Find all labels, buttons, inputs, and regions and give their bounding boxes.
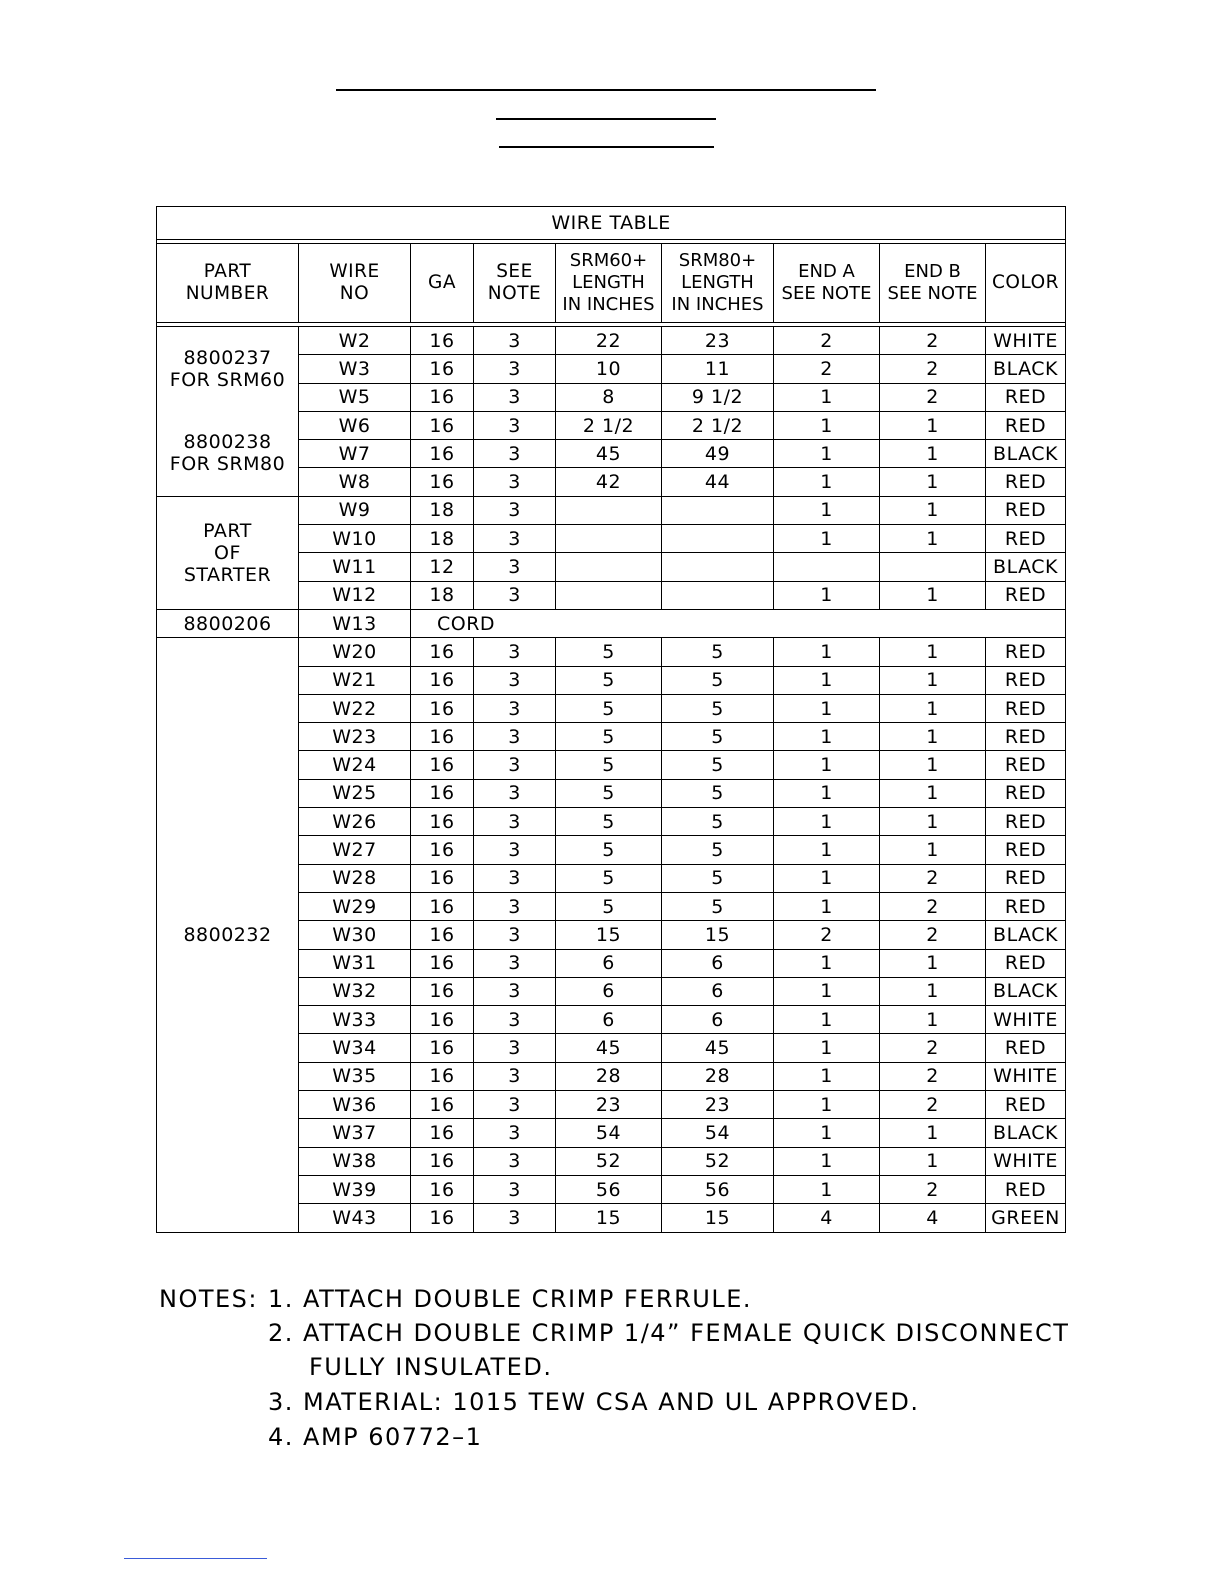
color-cell: WHITE: [986, 1006, 1066, 1034]
note-cell: 3: [474, 921, 556, 949]
end-b-cell: 2: [880, 921, 986, 949]
part-of-starter: [157, 496, 299, 609]
end-b-cell: 2: [880, 1034, 986, 1062]
srm80-length-cell: [662, 525, 774, 553]
end-b-cell: 1: [880, 440, 986, 468]
end-b-cell: 2: [880, 864, 986, 892]
color-cell: BLACK: [986, 921, 1066, 949]
ga-cell: 18: [411, 525, 474, 553]
color-cell: RED: [986, 694, 1066, 722]
part-number-line: FOR SRM80: [169, 453, 286, 476]
srm60-length-cell: 15: [556, 921, 662, 949]
srm60-length-cell: 5: [556, 892, 662, 920]
end-a-cell: 1: [774, 977, 880, 1005]
end-b-cell: 1: [880, 638, 986, 666]
color-cell: RED: [986, 949, 1066, 977]
end-b-cell: [880, 553, 986, 581]
table-title: WIRE TABLE: [157, 207, 1066, 240]
srm80-length-cell: [662, 581, 774, 609]
srm80-length-cell: 6: [662, 977, 774, 1005]
end-a-cell: 1: [774, 808, 880, 836]
note-cell: 3: [474, 751, 556, 779]
note-cell: 3: [474, 977, 556, 1005]
end-a-cell: 4: [774, 1204, 880, 1232]
color-cell: RED: [986, 496, 1066, 524]
header-end-b: END B SEE NOTE: [880, 244, 986, 323]
color-cell: GREEN: [986, 1204, 1066, 1232]
table-row: [157, 496, 1066, 524]
srm60-length-cell: 52: [556, 1147, 662, 1175]
ga-cell: 16: [411, 694, 474, 722]
ga-cell: 16: [411, 1006, 474, 1034]
wire-no-cell: W25: [299, 779, 411, 807]
end-b-cell: 1: [880, 694, 986, 722]
end-b-cell: 1: [880, 949, 986, 977]
srm80-length-cell: 5: [662, 864, 774, 892]
srm60-length-cell: 56: [556, 1175, 662, 1203]
end-a-cell: 1: [774, 1006, 880, 1034]
srm60-length-cell: 2 1/2: [556, 411, 662, 439]
wire-no-cell: W23: [299, 723, 411, 751]
srm80-length-cell: 23: [662, 327, 774, 355]
wire-no-cell: W37: [299, 1119, 411, 1147]
wire-no-cell: W5: [299, 383, 411, 411]
wire-no-cell: W22: [299, 694, 411, 722]
srm60-length-cell: 5: [556, 723, 662, 751]
end-a-cell: 1: [774, 1034, 880, 1062]
wire-no-cell: W26: [299, 808, 411, 836]
part-number-8800237-8800238: [157, 327, 299, 497]
end-b-cell: 1: [880, 525, 986, 553]
wire-no-cell: W36: [299, 1091, 411, 1119]
note-cell: 3: [474, 1006, 556, 1034]
ga-cell: 16: [411, 1175, 474, 1203]
ga-cell: 16: [411, 327, 474, 355]
color-cell: RED: [986, 1175, 1066, 1203]
wire-no-cell: W35: [299, 1062, 411, 1090]
note-cell: 3: [474, 808, 556, 836]
end-b-cell: 1: [880, 977, 986, 1005]
note-cell: 3: [474, 779, 556, 807]
note-2-continued: FULLY INSULATED.: [309, 1353, 553, 1381]
ga-cell: 16: [411, 440, 474, 468]
wire-no-cell: W10: [299, 525, 411, 553]
end-a-cell: 1: [774, 1062, 880, 1090]
srm80-length-cell: 5: [662, 694, 774, 722]
end-b-cell: 1: [880, 581, 986, 609]
note-cell: 3: [474, 892, 556, 920]
srm80-length-cell: 5: [662, 751, 774, 779]
srm80-length-cell: [662, 496, 774, 524]
srm60-length-cell: 8: [556, 383, 662, 411]
end-a-cell: 2: [774, 327, 880, 355]
color-cell: WHITE: [986, 327, 1066, 355]
note-2: 2. ATTACH DOUBLE CRIMP 1/4” FEMALE QUICK DISCONNECT: [268, 1319, 1070, 1347]
color-cell: RED: [986, 864, 1066, 892]
note-cell: 3: [474, 553, 556, 581]
color-cell: RED: [986, 836, 1066, 864]
end-a-cell: 1: [774, 581, 880, 609]
header-rule-2: [496, 118, 716, 120]
ga-cell: 16: [411, 1034, 474, 1062]
end-a-cell: 1: [774, 694, 880, 722]
note-cell: 3: [474, 327, 556, 355]
srm80-length-cell: 28: [662, 1062, 774, 1090]
end-b-cell: 2: [880, 383, 986, 411]
wire-no-cell: W34: [299, 1034, 411, 1062]
part-number-8800206: [157, 609, 299, 637]
notes-label: NOTES:: [159, 1285, 258, 1313]
srm80-length-cell: 6: [662, 1006, 774, 1034]
srm80-length-cell: 56: [662, 1175, 774, 1203]
srm80-length-cell: 5: [662, 638, 774, 666]
note-cell: 3: [474, 383, 556, 411]
ga-cell: 16: [411, 949, 474, 977]
srm80-length-cell: 54: [662, 1119, 774, 1147]
srm60-length-cell: 28: [556, 1062, 662, 1090]
end-a-cell: 1: [774, 1091, 880, 1119]
ga-cell: 16: [411, 779, 474, 807]
part-number-line: FOR SRM60: [169, 369, 286, 392]
part-number-line: PART: [203, 519, 252, 542]
header-see-note: SEE NOTE: [474, 244, 556, 323]
table-row: [157, 638, 1066, 666]
end-a-cell: 2: [774, 921, 880, 949]
header-end-a: END A SEE NOTE: [774, 244, 880, 323]
note-1: 1. ATTACH DOUBLE CRIMP FERRULE.: [268, 1285, 752, 1313]
srm80-length-cell: 49: [662, 440, 774, 468]
wire-no-cell: W31: [299, 949, 411, 977]
srm60-length-cell: 5: [556, 694, 662, 722]
note-cell: 3: [474, 694, 556, 722]
wire-no-cell: W11: [299, 553, 411, 581]
end-a-cell: 1: [774, 949, 880, 977]
end-b-cell: 1: [880, 723, 986, 751]
end-b-cell: 1: [880, 468, 986, 496]
color-cell: BLACK: [986, 553, 1066, 581]
part-number-line: 8800237: [183, 347, 272, 370]
ga-cell: 16: [411, 383, 474, 411]
part-number-line: STARTER: [183, 563, 272, 586]
note-cell: 3: [474, 411, 556, 439]
ga-cell: 16: [411, 468, 474, 496]
end-b-cell: 2: [880, 1091, 986, 1119]
wire-no-cell: W27: [299, 836, 411, 864]
table-row: [157, 609, 1066, 637]
wire-no-cell: W28: [299, 864, 411, 892]
note-cell: 3: [474, 1091, 556, 1119]
color-cell: RED: [986, 723, 1066, 751]
note-cell: 3: [474, 638, 556, 666]
wire-no-cell: W38: [299, 1147, 411, 1175]
end-b-cell: 1: [880, 808, 986, 836]
end-a-cell: 1: [774, 638, 880, 666]
end-a-cell: 1: [774, 751, 880, 779]
srm60-length-cell: 6: [556, 1006, 662, 1034]
header-rule-3: [499, 146, 714, 148]
srm80-length-cell: 5: [662, 723, 774, 751]
color-cell: RED: [986, 383, 1066, 411]
end-a-cell: 1: [774, 440, 880, 468]
srm60-length-cell: 5: [556, 751, 662, 779]
wire-no-cell: W8: [299, 468, 411, 496]
end-a-cell: 1: [774, 383, 880, 411]
end-a-cell: 1: [774, 836, 880, 864]
srm80-length-cell: 11: [662, 355, 774, 383]
color-cell: RED: [986, 581, 1066, 609]
wire-no-cell: W39: [299, 1175, 411, 1203]
srm80-length-cell: 44: [662, 468, 774, 496]
ga-cell: 16: [411, 1204, 474, 1232]
note-cell: 3: [474, 666, 556, 694]
end-b-cell: 1: [880, 496, 986, 524]
end-b-cell: 2: [880, 892, 986, 920]
note-3: 3. MATERIAL: 1015 TEW CSA AND UL APPROVED.: [268, 1388, 920, 1416]
color-cell: BLACK: [986, 1119, 1066, 1147]
srm60-length-cell: 22: [556, 327, 662, 355]
end-a-cell: 1: [774, 468, 880, 496]
wire-no-cell: W30: [299, 921, 411, 949]
srm80-length-cell: 52: [662, 1147, 774, 1175]
srm80-length-cell: 5: [662, 836, 774, 864]
table-row: [157, 327, 1066, 355]
end-b-cell: 1: [880, 1119, 986, 1147]
srm60-length-cell: 5: [556, 864, 662, 892]
wire-no-cell: W3: [299, 355, 411, 383]
end-a-cell: 1: [774, 779, 880, 807]
color-cell: RED: [986, 411, 1066, 439]
ga-cell: 16: [411, 864, 474, 892]
end-a-cell: 1: [774, 892, 880, 920]
srm60-length-cell: 5: [556, 836, 662, 864]
part-number-line: 8800238: [183, 431, 272, 454]
srm60-length-cell: 5: [556, 808, 662, 836]
note-cell: 3: [474, 440, 556, 468]
srm80-length-cell: [662, 553, 774, 581]
color-cell: RED: [986, 892, 1066, 920]
end-a-cell: 1: [774, 496, 880, 524]
ga-cell: 18: [411, 496, 474, 524]
color-cell: RED: [986, 666, 1066, 694]
note-cell: 3: [474, 1204, 556, 1232]
ga-cell: 16: [411, 638, 474, 666]
note-cell: 3: [474, 525, 556, 553]
color-cell: RED: [986, 468, 1066, 496]
wire-no-cell: W21: [299, 666, 411, 694]
wire-no-cell: W6: [299, 411, 411, 439]
end-a-cell: 1: [774, 411, 880, 439]
ga-cell: 16: [411, 892, 474, 920]
srm80-length-cell: 2 1/2: [662, 411, 774, 439]
ga-cell: 16: [411, 921, 474, 949]
ga-cell: 16: [411, 977, 474, 1005]
wire-no-cell: W29: [299, 892, 411, 920]
wire-no-cell: W13: [299, 609, 411, 637]
wire-no-cell: W12: [299, 581, 411, 609]
srm80-length-cell: 6: [662, 949, 774, 977]
ga-cell: 18: [411, 581, 474, 609]
note-cell: 3: [474, 1119, 556, 1147]
note-cell: 3: [474, 723, 556, 751]
color-cell: WHITE: [986, 1147, 1066, 1175]
header-part-number: PART NUMBER: [157, 244, 299, 323]
note-cell: 3: [474, 355, 556, 383]
srm80-length-cell: 45: [662, 1034, 774, 1062]
wire-no-cell: W32: [299, 977, 411, 1005]
header-srm80-length: SRM80+ LENGTH IN INCHES: [662, 244, 774, 323]
end-b-cell: 1: [880, 751, 986, 779]
end-a-cell: 1: [774, 1147, 880, 1175]
srm60-length-cell: [556, 496, 662, 524]
srm80-length-cell: 5: [662, 808, 774, 836]
header-srm60-length: SRM60+ LENGTH IN INCHES: [556, 244, 662, 323]
ga-cell: 16: [411, 723, 474, 751]
end-a-cell: 1: [774, 723, 880, 751]
srm60-length-cell: 6: [556, 949, 662, 977]
srm60-length-cell: [556, 553, 662, 581]
color-cell: RED: [986, 1034, 1066, 1062]
end-a-cell: [774, 553, 880, 581]
srm60-length-cell: 45: [556, 1034, 662, 1062]
note-cell: 3: [474, 1175, 556, 1203]
note-cell: 3: [474, 1034, 556, 1062]
ga-cell: 16: [411, 1062, 474, 1090]
srm60-length-cell: 54: [556, 1119, 662, 1147]
srm60-length-cell: 10: [556, 355, 662, 383]
wire-no-cell: W43: [299, 1204, 411, 1232]
note-cell: 3: [474, 468, 556, 496]
footer-link-underline: [124, 1558, 267, 1559]
end-a-cell: 1: [774, 864, 880, 892]
end-b-cell: 2: [880, 1175, 986, 1203]
note-cell: 3: [474, 836, 556, 864]
srm60-length-cell: 23: [556, 1091, 662, 1119]
end-b-cell: 1: [880, 411, 986, 439]
note-4: 4. AMP 60772–1: [268, 1423, 483, 1451]
part-number-line: 8800206: [183, 612, 272, 635]
srm60-length-cell: 15: [556, 1204, 662, 1232]
end-b-cell: 2: [880, 327, 986, 355]
color-cell: RED: [986, 779, 1066, 807]
color-cell: RED: [986, 525, 1066, 553]
wire-no-cell: W7: [299, 440, 411, 468]
srm80-length-cell: 15: [662, 1204, 774, 1232]
ga-cell: 16: [411, 1091, 474, 1119]
note-cell: 3: [474, 1062, 556, 1090]
color-cell: WHITE: [986, 1062, 1066, 1090]
wire-no-cell: W20: [299, 638, 411, 666]
srm80-length-cell: 15: [662, 921, 774, 949]
note-cell: 3: [474, 581, 556, 609]
header-row: [157, 244, 1066, 323]
end-a-cell: 2: [774, 355, 880, 383]
end-b-cell: 2: [880, 1062, 986, 1090]
end-a-cell: 1: [774, 1175, 880, 1203]
note-cell: 3: [474, 1147, 556, 1175]
color-cell: BLACK: [986, 977, 1066, 1005]
end-b-cell: 1: [880, 836, 986, 864]
wire-no-cell: W2: [299, 327, 411, 355]
color-cell: RED: [986, 1091, 1066, 1119]
srm60-length-cell: 42: [556, 468, 662, 496]
wire-no-cell: W9: [299, 496, 411, 524]
srm60-length-cell: 5: [556, 638, 662, 666]
part-number-line: OF: [214, 541, 241, 564]
color-cell: RED: [986, 751, 1066, 779]
srm60-length-cell: 6: [556, 977, 662, 1005]
end-b-cell: 1: [880, 666, 986, 694]
end-a-cell: 1: [774, 1119, 880, 1147]
end-b-cell: 1: [880, 779, 986, 807]
ga-cell: 12: [411, 553, 474, 581]
srm60-length-cell: [556, 581, 662, 609]
header-ga: GA: [411, 244, 474, 323]
cord-cell: CORD: [411, 609, 1066, 637]
color-cell: BLACK: [986, 440, 1066, 468]
end-b-cell: 2: [880, 355, 986, 383]
srm80-length-cell: 5: [662, 892, 774, 920]
ga-cell: 16: [411, 355, 474, 383]
end-a-cell: 1: [774, 666, 880, 694]
header-color: COLOR: [986, 244, 1066, 323]
ga-cell: 16: [411, 666, 474, 694]
srm80-length-cell: 23: [662, 1091, 774, 1119]
srm60-length-cell: 45: [556, 440, 662, 468]
color-cell: RED: [986, 638, 1066, 666]
wire-no-cell: W24: [299, 751, 411, 779]
ga-cell: 16: [411, 1119, 474, 1147]
part-number-8800232: [157, 638, 299, 1232]
srm80-length-cell: 9 1/2: [662, 383, 774, 411]
note-cell: 3: [474, 864, 556, 892]
end-b-cell: 4: [880, 1204, 986, 1232]
srm60-length-cell: 5: [556, 779, 662, 807]
srm60-length-cell: 5: [556, 666, 662, 694]
end-b-cell: 1: [880, 1006, 986, 1034]
note-cell: 3: [474, 496, 556, 524]
srm60-length-cell: [556, 525, 662, 553]
part-number-line: 8800232: [183, 923, 272, 946]
ga-cell: 16: [411, 808, 474, 836]
end-a-cell: 1: [774, 525, 880, 553]
header-wire-no: WIRE NO: [299, 244, 411, 323]
ga-cell: 16: [411, 836, 474, 864]
srm80-length-cell: 5: [662, 779, 774, 807]
note-cell: 3: [474, 949, 556, 977]
wire-table: [156, 206, 1066, 1233]
ga-cell: 16: [411, 411, 474, 439]
end-b-cell: 1: [880, 1147, 986, 1175]
srm80-length-cell: 5: [662, 666, 774, 694]
ga-cell: 16: [411, 751, 474, 779]
ga-cell: 16: [411, 1147, 474, 1175]
wire-no-cell: W33: [299, 1006, 411, 1034]
header-rule-1: [336, 89, 876, 91]
color-cell: BLACK: [986, 355, 1066, 383]
color-cell: RED: [986, 808, 1066, 836]
